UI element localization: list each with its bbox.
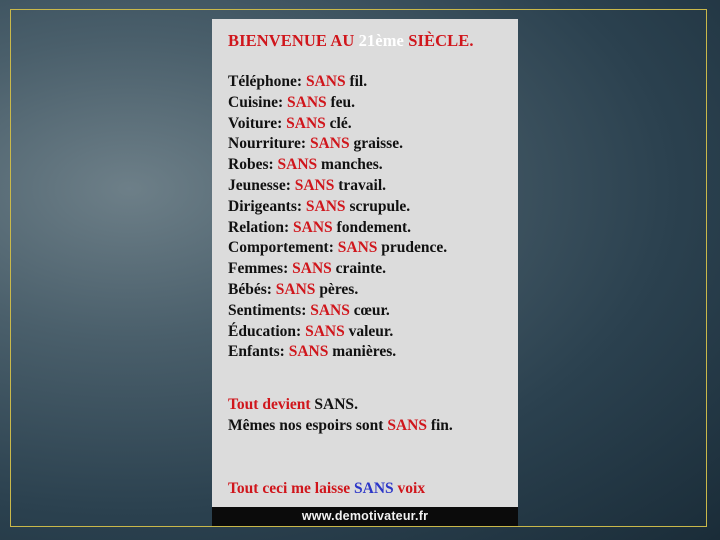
card-title [228,31,474,51]
item-label: Comportement: [228,239,334,257]
list-item [228,259,447,280]
sans-word: SANS [294,176,335,194]
list-item [228,301,447,322]
conclusion-line-1 [228,395,453,416]
sans-word: SANS [275,280,316,298]
list-item [228,197,447,218]
sans-word: SANS [288,343,329,361]
item-rest: crainte. [331,260,386,278]
demotivateur-card [212,19,518,526]
item-rest: valeur. [344,322,394,340]
item-rest: pères. [315,280,359,298]
item-label: Voiture: [228,114,283,132]
list-item [228,238,447,259]
item-label: Enfants: [228,343,285,361]
list-item [228,280,447,301]
list-item [228,93,447,114]
item-rest: feu. [326,93,356,111]
item-rest: manières. [328,343,397,361]
item-rest: scrupule. [345,197,411,215]
item-label: Jeunesse: [228,176,291,194]
item-rest: cœur. [349,301,390,319]
sans-word: SANS [309,135,350,153]
item-rest: travail. [334,176,387,194]
conclusion-end: fin. [426,416,453,434]
list-item [228,322,447,343]
conclusion-text: Mêmes nos espoirs sont [228,416,384,434]
list-item [228,114,447,135]
item-rest: fondement. [332,218,412,236]
item-label: Femmes: [228,260,289,278]
sans-word-blue: SANS [354,480,394,497]
title-part-1: BIENVENUE AU [228,31,359,50]
list-item [228,155,447,176]
website-footer: www.demotivateur.fr [212,507,518,526]
sans-word: SANS [305,73,346,90]
list-item [228,218,447,239]
item-label: Cuisine: [228,93,284,111]
item-label: Relation: [228,218,290,236]
sans-word: SANS [293,218,333,236]
final-line [228,480,425,498]
final-red-text: Tout ceci me laisse [228,480,351,497]
item-label: Robes: [228,156,274,174]
conclusion-paragraph [228,395,453,437]
title-part-3: SIÈCLE. [403,31,474,50]
item-rest: manches. [317,156,383,174]
item-label: Dirigeants: [228,197,303,215]
sans-word: SANS [287,93,327,111]
sans-word: SANS [387,416,427,434]
list-item [228,342,447,363]
sans-word: SANS [310,301,350,319]
item-label: Nourriture: [228,135,307,153]
conclusion-line-2 [228,416,453,437]
item-label: Téléphone: [228,73,303,90]
item-rest: graisse. [349,135,403,153]
final-end: voix [393,480,426,497]
title-century-number: 21ème [358,31,404,50]
list-item [228,72,447,93]
list-item [228,176,447,197]
sans-word: SANS [277,156,318,174]
item-label: Éducation: [228,322,302,340]
sans-word: SANS [286,114,326,132]
item-rest: fil. [345,73,368,90]
conclusion-red-text: Tout devient [228,396,311,413]
sans-word: SANS [305,197,346,215]
period: . [354,396,358,413]
sans-word: SANS [337,239,378,257]
sans-word: SANS [292,260,332,278]
sans-list [228,72,447,363]
item-rest: clé. [325,114,352,132]
list-item [228,134,447,155]
item-rest: prudence. [377,239,448,257]
sans-word: SANS [314,396,355,413]
item-label: Bébés: [228,280,272,298]
item-label: Sentiments: [228,301,307,319]
sans-word: SANS [305,322,345,340]
